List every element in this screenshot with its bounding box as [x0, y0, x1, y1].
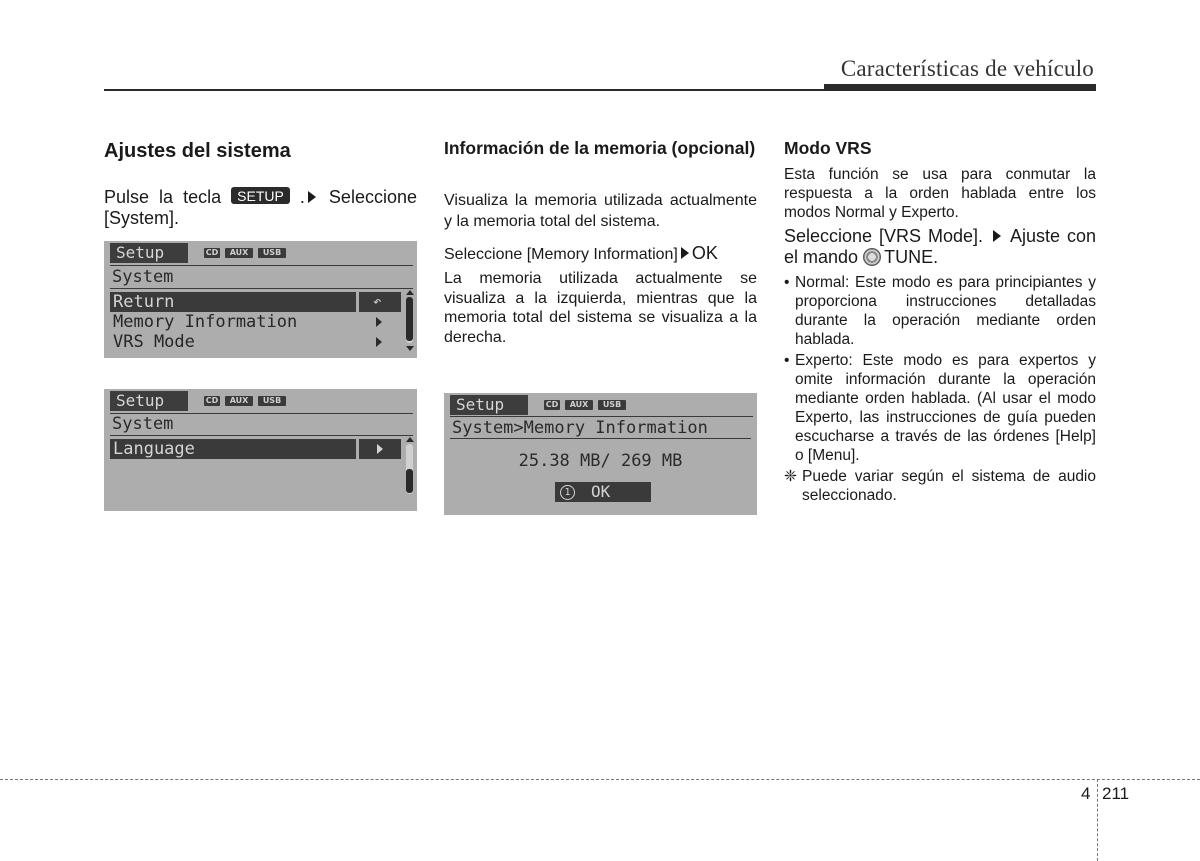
- instruction-pre-text: Pulse la tecla: [104, 187, 222, 207]
- vrs-mode-list: [784, 273, 1096, 505]
- scrollbar-thumb[interactable]: [406, 469, 413, 493]
- menu-item-language[interactable]: Language: [110, 439, 356, 459]
- screen-subtitle: System: [112, 414, 174, 434]
- menu-item-return[interactable]: Return: [110, 292, 356, 312]
- select-post-text: TUNE.: [884, 247, 939, 267]
- usb-badge-icon: USB: [258, 396, 286, 406]
- memory-select-instruction: [444, 243, 757, 265]
- setup-screen-language-menu: [104, 389, 417, 511]
- screen-separator: [110, 435, 413, 436]
- language-enter-button[interactable]: [359, 439, 401, 459]
- section-heading: Modo VRS: [784, 138, 872, 158]
- select-pre-text: Seleccione [VRS Mode].: [784, 226, 984, 246]
- preset-one-icon: 1: [560, 485, 575, 500]
- chevron-right-icon: [376, 317, 382, 327]
- screen-title: Setup: [110, 391, 188, 411]
- note-item: [784, 467, 1096, 505]
- aux-badge-icon: AUX: [565, 400, 593, 410]
- footer-vertical-divider: [1097, 779, 1098, 861]
- ok-label: OK: [591, 482, 611, 501]
- list-item: [784, 351, 1096, 465]
- setup-key-icon: SETUP: [231, 187, 290, 204]
- scroll-down-icon[interactable]: [406, 346, 414, 351]
- note-mark-icon: ❈: [784, 468, 797, 485]
- scrollbar-thumb[interactable]: [406, 297, 413, 341]
- column-memory-information: [444, 138, 757, 347]
- screen-subtitle: System>Memory Information: [452, 418, 708, 438]
- page-number: 211: [1102, 784, 1130, 803]
- chevron-right-icon: [377, 444, 383, 454]
- screen-separator: [450, 438, 751, 439]
- arrow-right-icon: [681, 247, 689, 259]
- setup-screen-system-menu: [104, 241, 417, 358]
- screen-separator: [110, 288, 413, 289]
- aux-badge-icon: AUX: [225, 248, 253, 258]
- usb-badge-icon: USB: [598, 400, 626, 410]
- screen-title: Setup: [450, 395, 528, 415]
- list-item-text: Normal: Este modo es para principiantes y proporciona instrucciones detalladas durante la operación mediante orden hablada.: [795, 274, 1096, 348]
- cd-badge-icon: CD: [545, 400, 559, 409]
- instruction-post-text: Seleccione [System].: [104, 187, 417, 228]
- arrow-right-icon: [308, 191, 316, 203]
- select-post-text: OK: [691, 243, 718, 263]
- section-heading: Ajustes del sistema: [104, 140, 291, 162]
- instruction-paragraph: [104, 187, 417, 229]
- memory-information-screen: [444, 393, 757, 515]
- footer-divider: [0, 779, 1200, 780]
- arrow-right-icon: [993, 230, 1001, 242]
- chapter-number: 4: [1081, 784, 1091, 803]
- list-item: [784, 273, 1096, 349]
- vrs-description: Esta función se usa para conmutar la respuesta a la orden hablada entre los modos Normal y Experto.: [784, 166, 1096, 221]
- page-header-title: Características de vehículo: [840, 56, 1094, 81]
- select-pre-text: Seleccione [Memory Information]: [444, 246, 678, 263]
- header-rule-accent: [824, 84, 1096, 91]
- screen-title: Setup: [110, 243, 188, 263]
- screen-separator: [110, 265, 413, 266]
- tune-knob-icon: [863, 248, 881, 266]
- usb-badge-icon: USB: [258, 248, 286, 258]
- column-vrs-mode: [784, 138, 1096, 505]
- scroll-up-icon[interactable]: [406, 290, 414, 295]
- ok-button[interactable]: [555, 482, 651, 502]
- cd-badge-icon: CD: [205, 248, 219, 257]
- cd-badge-icon: CD: [205, 396, 219, 405]
- menu-item-vrs-mode[interactable]: VRS Mode: [113, 332, 195, 352]
- chevron-right-icon: [376, 337, 382, 347]
- screen-separator: [450, 416, 753, 417]
- section-heading: Información de la memoria (opcional): [444, 138, 756, 158]
- bullet-mark: •: [784, 274, 790, 291]
- list-item-text: Experto: Este modo es para expertos y omite información durante la operación mediante orden hablada. (Al usar el modo Experto, las instrucciones de guía pueden escucharse a través de las órdenes [Help] o [Menu].: [795, 352, 1096, 464]
- menu-item-memory-information[interactable]: Memory Information: [113, 312, 298, 332]
- note-text: Puede variar según el sistema de audio seleccionado.: [802, 468, 1096, 504]
- return-icon: ↶: [373, 294, 382, 310]
- return-button[interactable]: [359, 292, 401, 312]
- aux-badge-icon: AUX: [225, 396, 253, 406]
- vrs-select-instruction: [784, 226, 1096, 268]
- instruction-dot: .: [299, 187, 305, 207]
- memory-explanation: La memoria utilizada actualmente se visualiza a la izquierda, mientras que la memoria total del sistema se visualiza a la derecha.: [444, 270, 757, 346]
- memory-usage-value: 25.38 MB/ 269 MB: [518, 451, 683, 471]
- bullet-mark: •: [784, 352, 790, 369]
- scroll-up-icon[interactable]: [406, 437, 414, 442]
- column-system-settings: [104, 138, 417, 229]
- memory-description: Visualiza la memoria utilizada actualmente y la memoria total del sistema.: [444, 192, 757, 230]
- select-mid-text: Ajuste con el mando: [784, 226, 1096, 267]
- screen-subtitle: System: [112, 267, 174, 287]
